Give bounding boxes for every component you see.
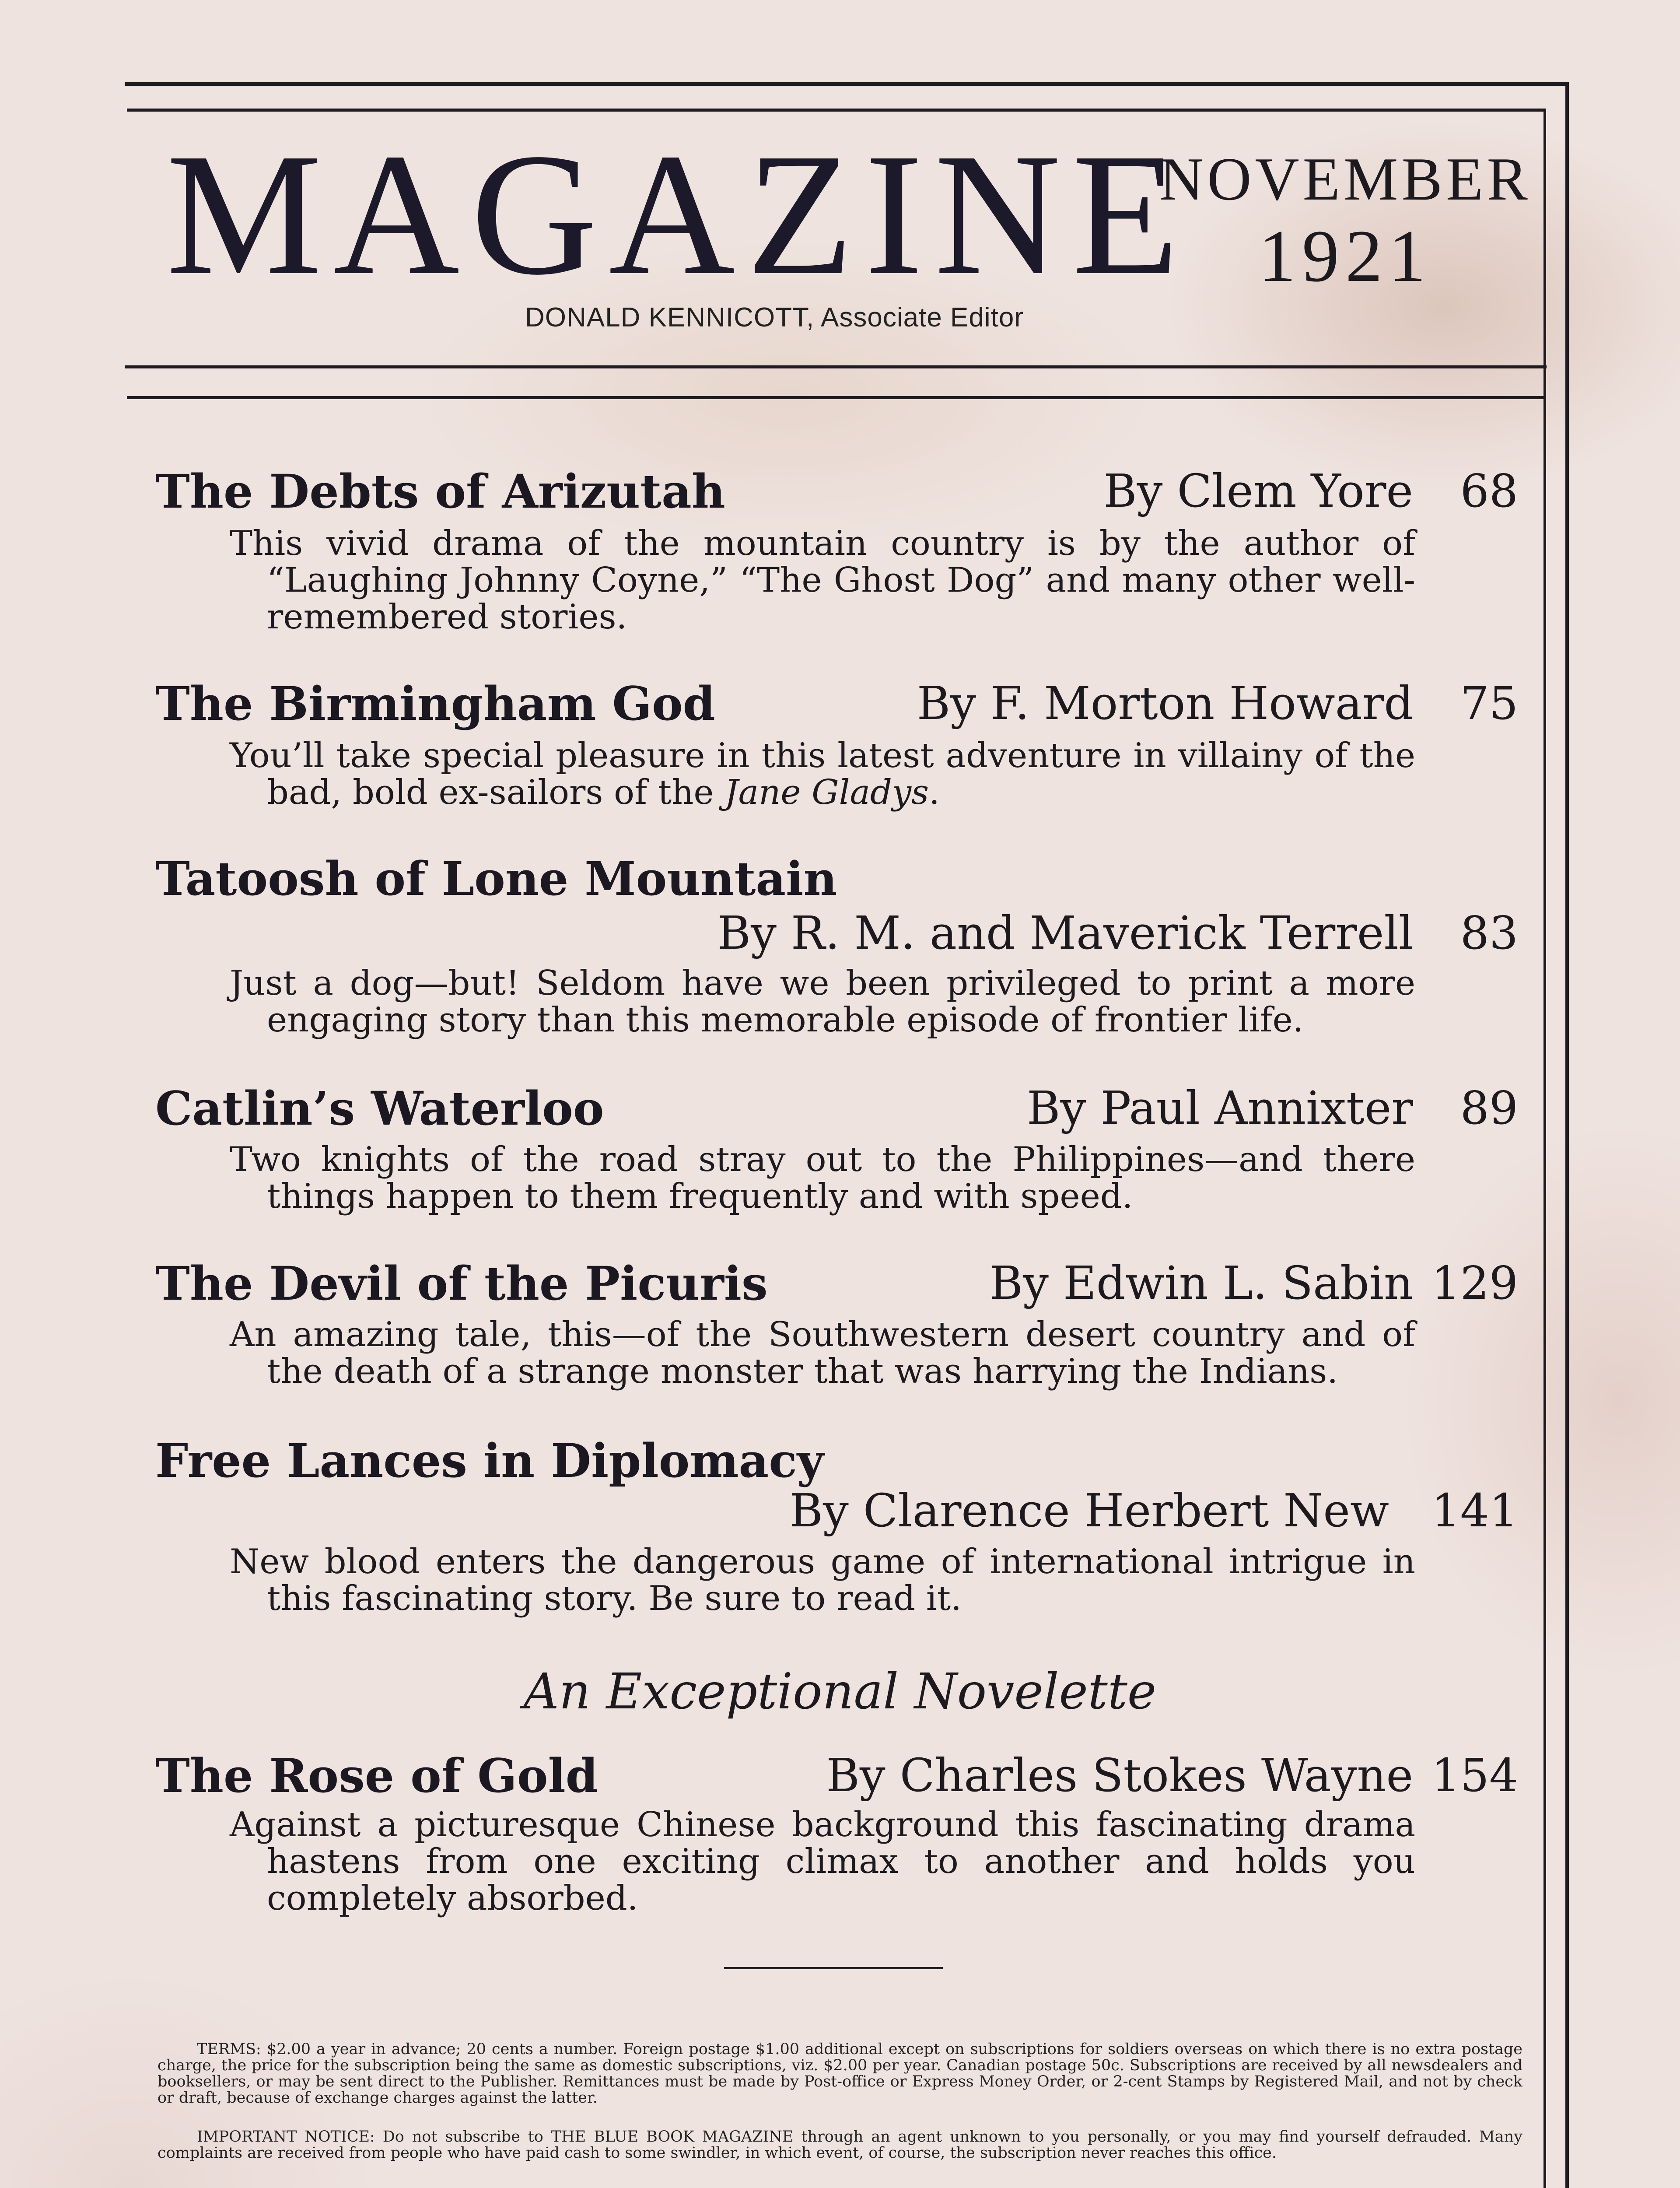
story-title: The Devil of the Picuris bbox=[155, 1256, 768, 1311]
issue-year: 1921 bbox=[1259, 215, 1432, 297]
terms-text: TERMS: $2.00 a year in advance; 20 cents a number. Foreign postage $1.00 additional except on subscriptions for soldiers overseas on which there is no extra postage charge, the price for the subscription being the same as domestic subscriptions, viz. $2.00 per year. Canadian postage 50c. Subscriptions are received by all newsdealers and booksellers, or may be sent direct to the Publisher. Remittances must be made by Post-office or Express Money Order, or 2-cent Stamps by Registered Mail, and not by check or draft, because of exchange charges against the latter. bbox=[158, 2041, 1522, 2107]
story-blurb: You’ll take special pleasure in this latest adventure in villainy of the bad, bold ex-sailors of the Jane Gladys. bbox=[230, 736, 1415, 812]
story-author: By Clarence Herbert New bbox=[789, 1484, 1389, 1537]
story-title: Catlin’s Waterloo bbox=[155, 1081, 604, 1136]
issue-month: NOVEMBER bbox=[1159, 145, 1531, 213]
inner-border-top bbox=[127, 109, 1544, 112]
story-blurb: Just a dog—but! Seldom have we been privileged to print a more engaging story than this memorable episode of frontier life. bbox=[230, 964, 1415, 1040]
story-title: Tatoosh of Lone Mountain bbox=[155, 851, 837, 906]
magazine-title: MAGAZINE bbox=[166, 117, 1191, 311]
inner-border-right bbox=[1544, 109, 1546, 2188]
story-blurb: New blood enters the dangerous game of international intrigue in this fascinating story. Be sure to read it. bbox=[230, 1542, 1415, 1618]
header-bottom-rule bbox=[125, 365, 1547, 368]
story-title: Free Lances in Diplomacy bbox=[155, 1433, 824, 1488]
story-blurb: Against a picturesque Chinese background this fascinating drama hastens from one exciting climax to another and holds you completely absorbed. bbox=[230, 1805, 1415, 1918]
contents-top-rule bbox=[127, 396, 1544, 399]
outer-border-top bbox=[125, 82, 1568, 86]
section-divider bbox=[724, 1967, 943, 1969]
story-blurb: Two knights of the road stray out to the Philippines—and there things happen to them frequently and with speed. bbox=[230, 1140, 1415, 1216]
story-title: The Rose of Gold bbox=[155, 1748, 598, 1803]
associate-editor: DONALD KENNICOTT, Associate Editor bbox=[525, 302, 1024, 333]
story-page-number: 141 bbox=[1431, 1484, 1518, 1537]
outer-border-right bbox=[1565, 82, 1569, 2188]
story-author: By Edwin L. Sabin bbox=[989, 1256, 1413, 1310]
story-page-number: 89 bbox=[1460, 1081, 1518, 1135]
story-page-number: 68 bbox=[1460, 464, 1518, 518]
story-author: By F. Morton Howard bbox=[917, 677, 1413, 730]
story-title: The Birmingham God bbox=[155, 676, 715, 731]
story-blurb: An amazing tale, this—of the Southwestern desert country and of the death of a strange monster that was harrying the Indians. bbox=[230, 1315, 1415, 1391]
story-author: By R. M. and Maverick Terrell bbox=[717, 906, 1413, 960]
story-blurb: This vivid drama of the mountain country is by the author of “Laughing Johnny Coyne,” “The Ghost Dog” and many other well-remembered stories. bbox=[230, 524, 1415, 637]
important-notice-text: IMPORTANT NOTICE: Do not subscribe to THE BLUE BOOK MAGAZINE through an agent unknown to you personally, or you may find yourself defrauded. Many complaints are received from people who have paid cash to some swindler, in which event, of course, the subscription never reaches this office. bbox=[158, 2128, 1522, 2162]
story-author: By Clem Yore bbox=[1103, 464, 1413, 518]
story-title: The Debts of Arizutah bbox=[155, 464, 725, 519]
story-page-number: 83 bbox=[1460, 906, 1518, 960]
story-author: By Paul Annixter bbox=[1027, 1081, 1413, 1135]
novelette-heading: An Exceptional Novelette bbox=[523, 1663, 1157, 1720]
story-page-number: 129 bbox=[1431, 1256, 1518, 1310]
story-page-number: 154 bbox=[1431, 1749, 1518, 1802]
story-page-number: 75 bbox=[1460, 677, 1518, 730]
story-author: By Charles Stokes Wayne bbox=[826, 1749, 1413, 1802]
